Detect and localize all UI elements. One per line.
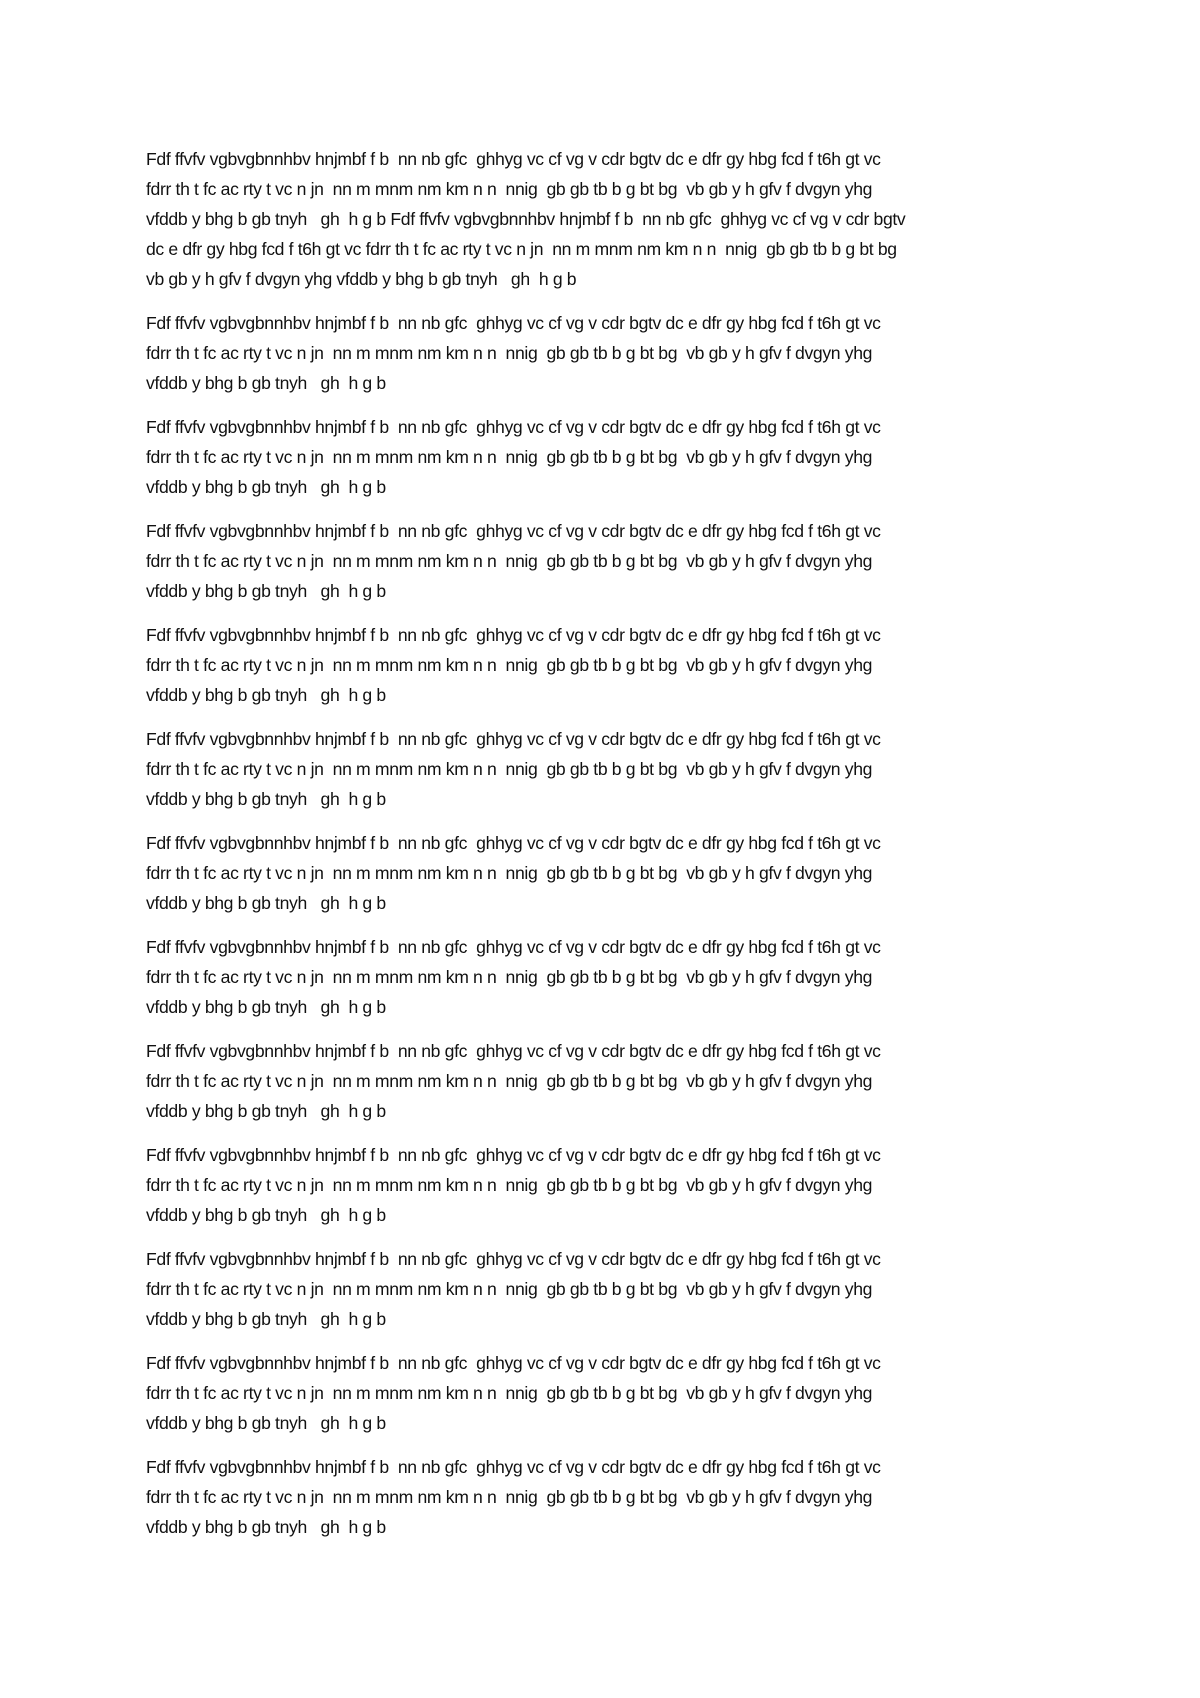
paragraph	[146, 1348, 1076, 1438]
text-line: vfddb y bhg b gb tnyh gh h g b	[146, 1413, 386, 1433]
paragraph	[146, 620, 1076, 710]
text-line: vfddb y bhg b gb tnyh gh h g b	[146, 893, 386, 913]
text-line: fdrr th t fc ac rty t vc n jn nn m mnm nm km n n nnig gb gb tb b g bt bg vb gb y h gfv f dvgyn yhg	[146, 1279, 873, 1299]
text-line: Fdf ffvfv vgbvgbnnhbv hnjmbf f b nn nb gfc ghhyg vc cf vg v cdr bgtv dc e dfr gy hbg fcd f t6h gt vc	[146, 1249, 881, 1269]
paragraph	[146, 144, 1076, 294]
text-line: fdrr th t fc ac rty t vc n jn nn m mnm nm km n n nnig gb gb tb b g bt bg vb gb y h gfv f dvgyn yhg	[146, 863, 873, 883]
text-line: vfddb y bhg b gb tnyh gh h g b	[146, 789, 386, 809]
text-line: vfddb y bhg b gb tnyh gh h g b Fdf ffvfv vgbvgbnnhbv hnjmbf f b nn nb gfc ghhyg vc cf vg v cdr bgtv	[146, 209, 906, 229]
text-line: vfddb y bhg b gb tnyh gh h g b	[146, 1101, 386, 1121]
text-line: fdrr th t fc ac rty t vc n jn nn m mnm nm km n n nnig gb gb tb b g bt bg vb gb y h gfv f dvgyn yhg	[146, 447, 873, 467]
text-line: vfddb y bhg b gb tnyh gh h g b	[146, 373, 386, 393]
paragraph	[146, 1244, 1076, 1334]
text-line: vfddb y bhg b gb tnyh gh h g b	[146, 477, 386, 497]
text-line: vfddb y bhg b gb tnyh gh h g b	[146, 581, 386, 601]
text-line: Fdf ffvfv vgbvgbnnhbv hnjmbf f b nn nb gfc ghhyg vc cf vg v cdr bgtv dc e dfr gy hbg fcd f t6h gt vc	[146, 1041, 881, 1061]
text-line: fdrr th t fc ac rty t vc n jn nn m mnm nm km n n nnig gb gb tb b g bt bg vb gb y h gfv f dvgyn yhg	[146, 967, 873, 987]
text-line: Fdf ffvfv vgbvgbnnhbv hnjmbf f b nn nb gfc ghhyg vc cf vg v cdr bgtv dc e dfr gy hbg fcd f t6h gt vc	[146, 1353, 881, 1373]
text-line: vfddb y bhg b gb tnyh gh h g b	[146, 1309, 386, 1329]
paragraph	[146, 1036, 1076, 1126]
text-line: fdrr th t fc ac rty t vc n jn nn m mnm nm km n n nnig gb gb tb b g bt bg vb gb y h gfv f dvgyn yhg	[146, 655, 873, 675]
text-line: fdrr th t fc ac rty t vc n jn nn m mnm nm km n n nnig gb gb tb b g bt bg vb gb y h gfv f dvgyn yhg	[146, 343, 873, 363]
text-line: fdrr th t fc ac rty t vc n jn nn m mnm nm km n n nnig gb gb tb b g bt bg vb gb y h gfv f dvgyn yhg	[146, 1071, 873, 1091]
text-line: fdrr th t fc ac rty t vc n jn nn m mnm nm km n n nnig gb gb tb b g bt bg vb gb y h gfv f dvgyn yhg	[146, 1175, 873, 1195]
text-line: fdrr th t fc ac rty t vc n jn nn m mnm nm km n n nnig gb gb tb b g bt bg vb gb y h gfv f dvgyn yhg	[146, 759, 873, 779]
text-line: Fdf ffvfv vgbvgbnnhbv hnjmbf f b nn nb gfc ghhyg vc cf vg v cdr bgtv dc e dfr gy hbg fcd f t6h gt vc	[146, 149, 881, 169]
paragraph	[146, 308, 1076, 398]
text-line: vb gb y h gfv f dvgyn yhg vfddb y bhg b gb tnyh gh h g b	[146, 269, 577, 289]
paragraph	[146, 412, 1076, 502]
text-line: Fdf ffvfv vgbvgbnnhbv hnjmbf f b nn nb gfc ghhyg vc cf vg v cdr bgtv dc e dfr gy hbg fcd f t6h gt vc	[146, 1145, 881, 1165]
text-line: Fdf ffvfv vgbvgbnnhbv hnjmbf f b nn nb gfc ghhyg vc cf vg v cdr bgtv dc e dfr gy hbg fcd f t6h gt vc	[146, 729, 881, 749]
paragraph	[146, 516, 1076, 606]
text-line: Fdf ffvfv vgbvgbnnhbv hnjmbf f b nn nb gfc ghhyg vc cf vg v cdr bgtv dc e dfr gy hbg fcd f t6h gt vc	[146, 417, 881, 437]
text-line: vfddb y bhg b gb tnyh gh h g b	[146, 997, 386, 1017]
text-line: Fdf ffvfv vgbvgbnnhbv hnjmbf f b nn nb gfc ghhyg vc cf vg v cdr bgtv dc e dfr gy hbg fcd f t6h gt vc	[146, 625, 881, 645]
text-line: fdrr th t fc ac rty t vc n jn nn m mnm nm km n n nnig gb gb tb b g bt bg vb gb y h gfv f dvgyn yhg	[146, 551, 873, 571]
text-line: Fdf ffvfv vgbvgbnnhbv hnjmbf f b nn nb gfc ghhyg vc cf vg v cdr bgtv dc e dfr gy hbg fcd f t6h gt vc	[146, 833, 881, 853]
text-line: Fdf ffvfv vgbvgbnnhbv hnjmbf f b nn nb gfc ghhyg vc cf vg v cdr bgtv dc e dfr gy hbg fcd f t6h gt vc	[146, 521, 881, 541]
paragraph	[146, 932, 1076, 1022]
text-line: vfddb y bhg b gb tnyh gh h g b	[146, 1517, 386, 1537]
text-line: vfddb y bhg b gb tnyh gh h g b	[146, 1205, 386, 1225]
paragraph	[146, 1140, 1076, 1230]
text-line: Fdf ffvfv vgbvgbnnhbv hnjmbf f b nn nb gfc ghhyg vc cf vg v cdr bgtv dc e dfr gy hbg fcd f t6h gt vc	[146, 1457, 881, 1477]
text-line: Fdf ffvfv vgbvgbnnhbv hnjmbf f b nn nb gfc ghhyg vc cf vg v cdr bgtv dc e dfr gy hbg fcd f t6h gt vc	[146, 937, 881, 957]
text-line: vfddb y bhg b gb tnyh gh h g b	[146, 685, 386, 705]
text-line: fdrr th t fc ac rty t vc n jn nn m mnm nm km n n nnig gb gb tb b g bt bg vb gb y h gfv f dvgyn yhg	[146, 1383, 873, 1403]
text-line: fdrr th t fc ac rty t vc n jn nn m mnm nm km n n nnig gb gb tb b g bt bg vb gb y h gfv f dvgyn yhg	[146, 1487, 873, 1507]
text-line: Fdf ffvfv vgbvgbnnhbv hnjmbf f b nn nb gfc ghhyg vc cf vg v cdr bgtv dc e dfr gy hbg fcd f t6h gt vc	[146, 313, 881, 333]
paragraph	[146, 1452, 1076, 1542]
paragraph	[146, 828, 1076, 918]
text-line: dc e dfr gy hbg fcd f t6h gt vc fdrr th t fc ac rty t vc n jn nn m mnm nm km n n nnig gb gb tb b g bt bg	[146, 239, 897, 259]
text-line: fdrr th t fc ac rty t vc n jn nn m mnm nm km n n nnig gb gb tb b g bt bg vb gb y h gfv f dvgyn yhg	[146, 179, 873, 199]
paragraph	[146, 724, 1076, 814]
document-body	[146, 144, 1076, 1556]
